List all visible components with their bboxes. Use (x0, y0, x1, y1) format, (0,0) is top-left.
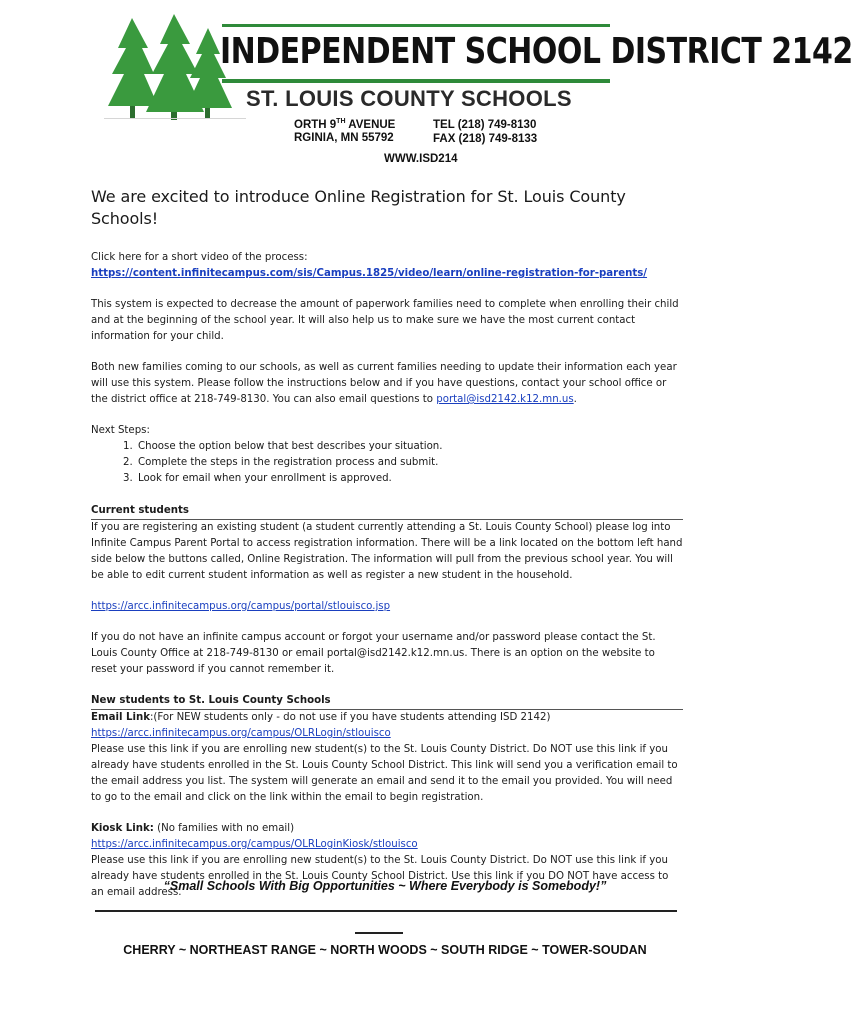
system-paragraph: This system is expected to decrease the amount of paperwork families need to complete when enrolling their child and at the beginning of the school year. It will also help us to make sure we have the most current contact information for your child. (91, 299, 679, 342)
green-rule-top (222, 24, 610, 27)
video-intro: Click here for a short video of the process: (91, 252, 308, 263)
district-name: INDEPENDENT SCHOOL DISTRICT 2142 (220, 31, 853, 73)
next-steps-label: Next Steps: (91, 425, 150, 436)
account-help-paragraph: If you do not have an infinite campus account or forgot your username and/or password please contact the St. Louis County Office at 218-749-8130 or email portal@isd2142.k12.mn.us. There is an option on the website to reset your password if you cannot remember it. (91, 632, 656, 675)
video-link[interactable]: https://content.infinitecampus.com/sis/Campus.1825/video/learn/online-registration-for-parents/ (91, 268, 648, 279)
address-line-2: RGINIA, MN 55792 (294, 132, 394, 144)
county-name: ST. LOUIS COUNTY SCHOOLS (246, 86, 572, 111)
families-paragraph: Both new families coming to our schools, as well as current families needing to update their information each year will use this system. Please follow the instructions below and if you have questions, contact your school office or the district office at 218-749-8130. You can also email questions to portal@isd2142.k12.mn.us. (91, 362, 677, 405)
list-item: 2. Complete the steps in the registration process and submit. (136, 455, 683, 471)
address-line-1: ORTH 9TH AVENUE (294, 118, 396, 131)
fax: FAX (218) 749-8133 (433, 133, 538, 145)
email-registration-link[interactable]: https://arcc.infinitecampus.org/campus/OLRLogin/stlouisco (91, 728, 391, 739)
letterhead (0, 0, 853, 170)
current-students-heading: Current students (91, 503, 683, 520)
current-students-paragraph: If you are registering an existing student (a student currently attending a St. Louis County School) please log into Infinite Campus Parent Portal to access registration information. There will be a link located on the bottom left hand side below the buttons called, Online Registration. The information will pull from the previous school year. You will be able to edit current student information as well as register a new student in the household. (91, 522, 683, 581)
list-item: 3. Look for email when your enrollment is approved. (136, 471, 683, 487)
parent-portal-link[interactable]: https://arcc.infinitecampus.org/campus/portal/stlouisco.jsp (91, 601, 391, 612)
footer-rule (95, 910, 677, 912)
list-item: 1. Choose the option below that best describes your situation. (136, 439, 683, 455)
kiosk-registration-link[interactable]: https://arcc.infinitecampus.org/campus/OLRLoginKiosk/stlouisco (91, 839, 418, 850)
website: WWW.ISD214 (384, 153, 458, 165)
page-title: We are excited to introduce Online Registration for St. Louis County Schools! (91, 187, 626, 228)
green-rule-bottom (222, 79, 610, 83)
footer-school-list: CHERRY ~ NORTHEAST RANGE ~ NORTH WOODS ~ SOUTH RIDGE ~ TOWER-SOUDAN (123, 943, 647, 957)
footer-rule-short (355, 932, 403, 934)
logo-divider (104, 118, 246, 119)
letter-body (91, 186, 683, 916)
kiosk-link-paragraph: Please use this link if you are enrolling new student(s) to the St. Louis County District. Do NOT use this link if you already have students enrolled in the St. Louis County School District. Use this link if you DO NOT have access to an email address. (91, 855, 669, 898)
portal-email-link[interactable]: portal@isd2142.k12.mn.us (436, 394, 574, 405)
next-steps-list (91, 439, 683, 487)
kiosk-link-label: Kiosk Link: (No families with no email) (91, 823, 295, 834)
email-link-paragraph: Please use this link if you are enrolling new student(s) to the St. Louis County District. Do NOT use this link if you already have students enrolled in the St. Louis County School District. This link will send you a verification email to the email address you list. The system will generate an email and send it to the email you provided. You will need to go to the email and click on the link within the email to begin registration. (91, 744, 678, 803)
email-link-label: Email Link:(For NEW students only - do not use if you have students attending ISD 2142) (91, 712, 551, 723)
new-students-heading: New students to St. Louis County Schools (91, 693, 683, 710)
telephone: TEL (218) 749-8130 (433, 119, 537, 131)
footer-motto: “Small Schools With Big Opportunities ~ Where Everybody is Somebody!” (163, 879, 607, 893)
